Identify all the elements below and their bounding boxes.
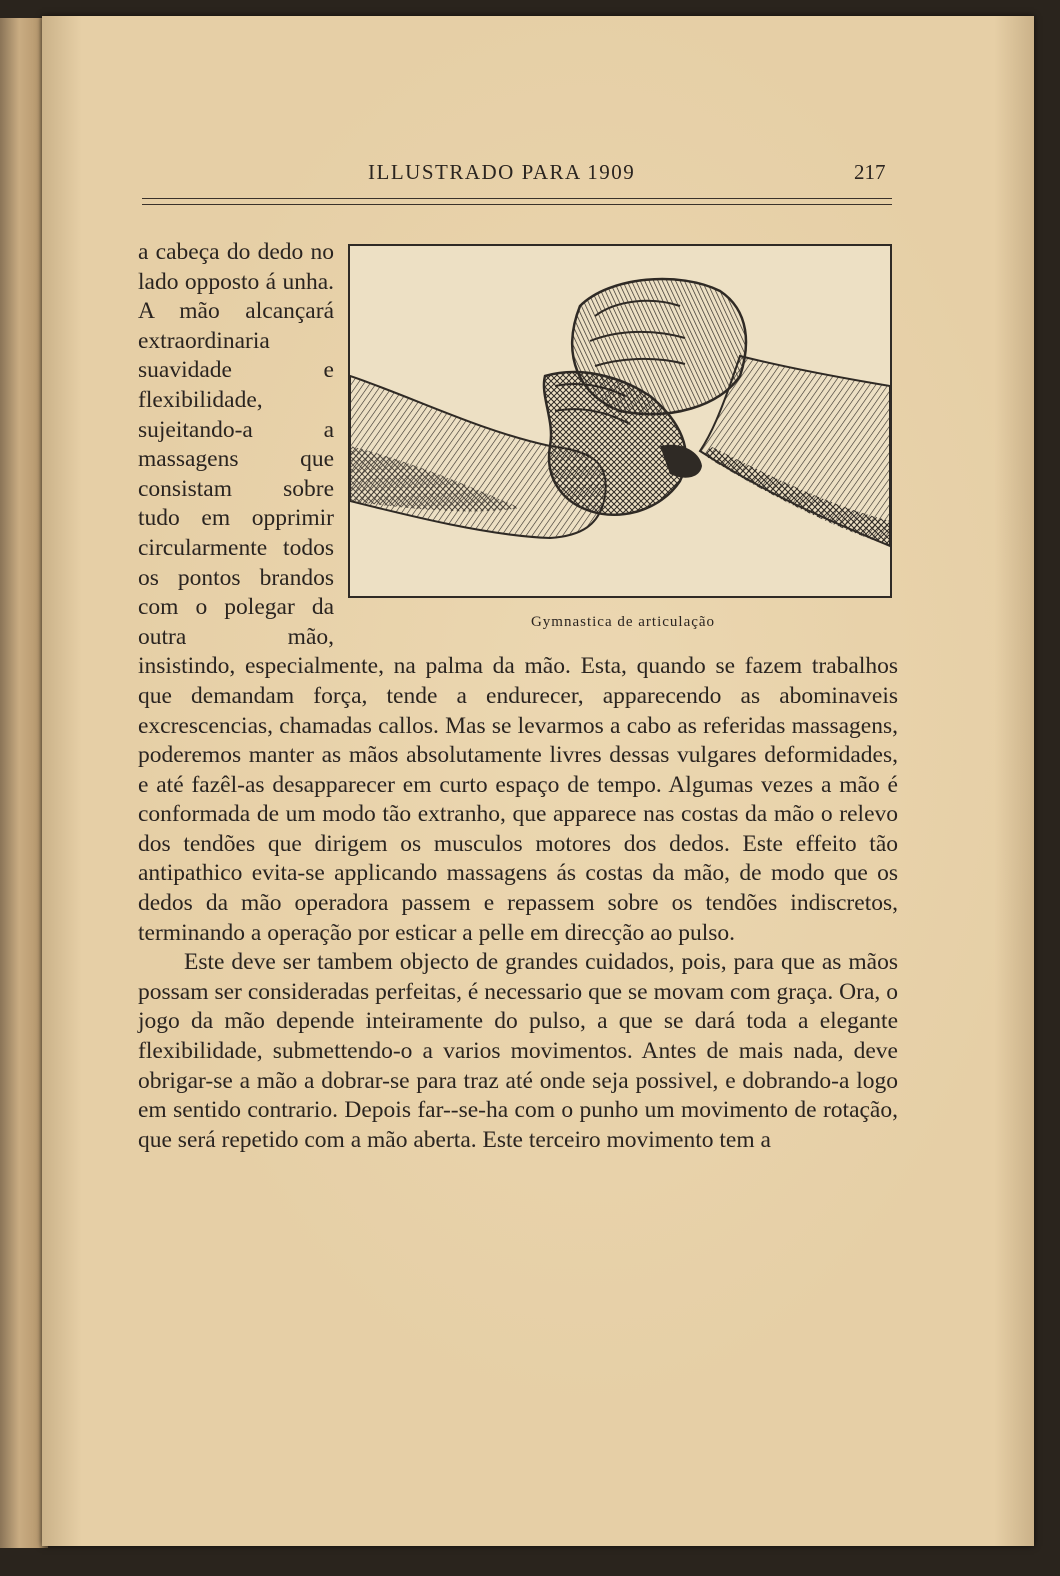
running-head-title: ILLUSTRADO PARA 1909 [368,160,636,184]
page-number: 217 [854,160,886,184]
figure-caption: Gymnastica de articulação [530,614,716,630]
clasped-hands-illustration [350,246,890,596]
page [42,16,1034,1546]
paragraph-2: Este deve ser tambem objecto de grandes cuidados, pois, para que as mãos possam ser consideradas perfeitas, é necessario que se movam com graça. Ora, o jogo da mão depende inteiramente do pulso, a que se dará toda a elegante flexibilidade, submettendo-o a varios movimentos. Antes de mais nada, deve obrigar-se a mão a dobrar-se para traz até onde seja possivel, e dobrando-a logo em sentido contrario. Depois far--se-ha com o punho um movimento de rotação, que será repetido com a mão aberta. Este terceiro movimento tem a [138,949,898,1153]
body-text [138,238,898,1155]
figure-frame [348,244,892,598]
running-head [42,160,1034,190]
figure [348,244,898,642]
header-rule [142,198,892,205]
paragraph-1: a cabeça do dedo no lado opposto á unha. A mão alcançará extraordinaria suavidade e flexibilidade, sujeitando-a a massagens que consistam sobre tudo em opprimir circularmente todos os pontos brandos com o polegar da outra mão, insistindo, especialmente, na palma da mão. Esta, quando se fazem trabalhos que demandam força, tende a endurecer, apparecendo as abominaveis excrescencias, chamadas callos. Mas se levarmos a cabo as referidas massagens, poderemos manter as mãos absolutamente livres dessas vulgares deformidades, e até fazêl-as desapparecer em curto espaço de tempo. Algumas vezes a mão é conformada de um modo tão extranho, que apparece nas costas da mão o relevo dos tendões que dirigem os musculos motores dos dedos. Este effeito tão antipathico evita-se applicando massagens ás costas da mão, de modo que os dedos da mão operadora passem e repassem sobre os tendões indiscretos, terminando a operação por esticar a pelle em direcção ao pulso. [138,239,898,946]
previous-page-edge [0,18,48,1548]
